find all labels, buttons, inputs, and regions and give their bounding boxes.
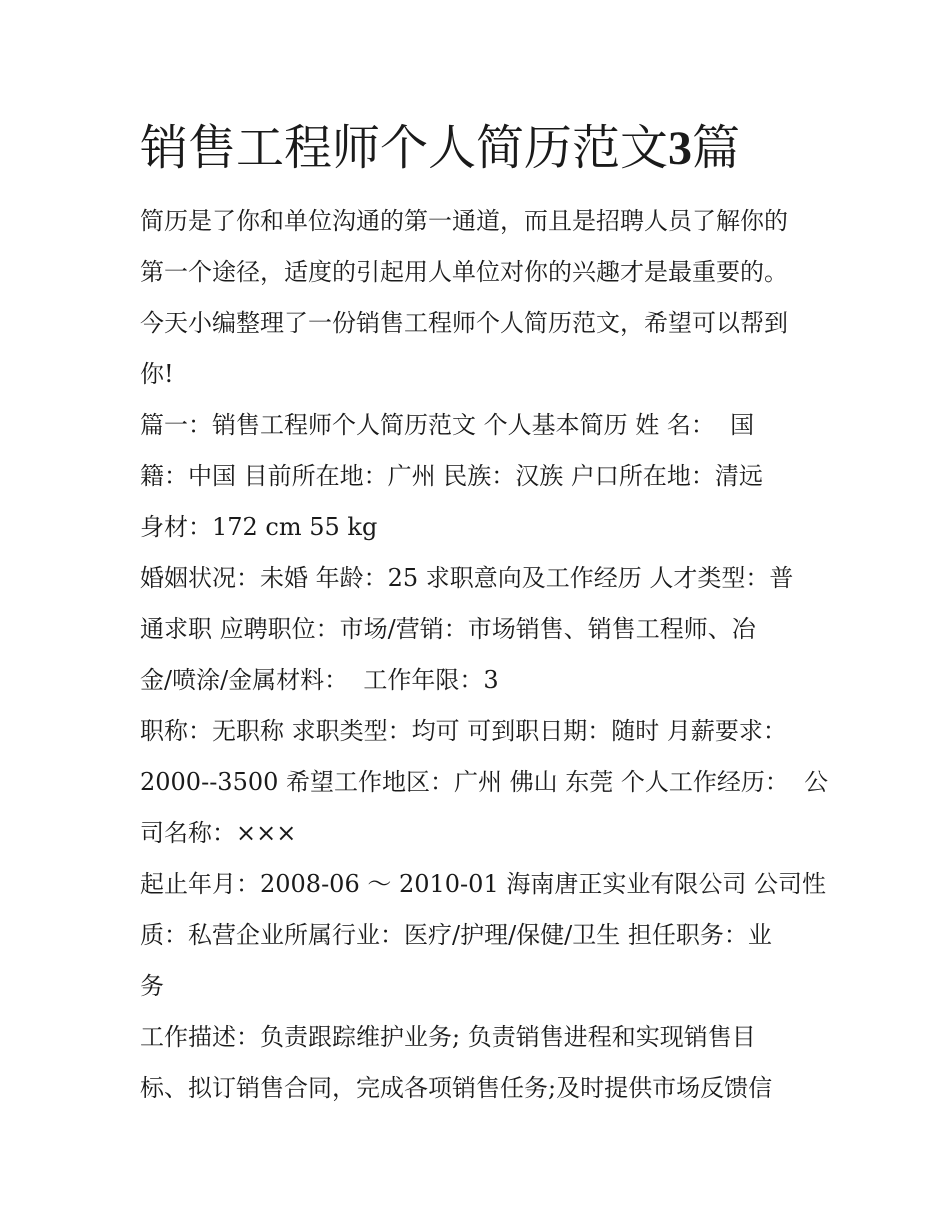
body-line: 金/喷涂/金属材料： 工作年限：3 (140, 666, 499, 694)
body-line: 务 (140, 972, 164, 1000)
document-body (140, 196, 829, 1114)
body-line: 职称：无职称 求职类型：均可 可到职日期：随时 月薪要求： (140, 717, 787, 745)
body-line: 工作描述：负责跟踪维护业务; 负责销售进程和实现销售目 (140, 1023, 756, 1051)
document-title (140, 112, 740, 185)
body-line: 标、拟订销售合同，完成各项销售任务;及时提供市场反馈信 (140, 1074, 773, 1102)
body-line: 司名称：××× (140, 819, 297, 847)
body-line: 篇一：销售工程师个人简历范文 个人基本简历 姓 名： 国 (140, 411, 755, 439)
body-line: 今天小编整理了一份销售工程师个人简历范文，希望可以帮到 (140, 309, 788, 337)
title-text: 销售工程师个人简历范文 (140, 120, 669, 176)
body-line: 2000--3500 希望工作地区：广州 佛山 东莞 个人工作经历： 公 (140, 768, 829, 796)
title-number: 3 (668, 122, 693, 175)
body-line: 简历是了你和单位沟通的第一通道，而且是招聘人员了解你的 (140, 207, 788, 235)
body-line: 婚姻状况：未婚 年龄：25 求职意向及工作经历 人才类型：普 (140, 564, 794, 592)
body-line: 籍：中国 目前所在地：广州 民族：汉族 户口所在地：清远 (140, 462, 763, 490)
body-line: 第一个途径，适度的引起用人单位对你的兴趣才是最重要的。 (140, 258, 788, 286)
body-line: 身材：172 cm 55 kg (140, 513, 378, 541)
title-suffix: 篇 (692, 120, 741, 176)
body-line: 质：私营企业所属行业：医疗/护理/保健/卫生 担任职务：业 (140, 921, 772, 949)
body-line: 通求职 应聘职位：市场/营销：市场销售、销售工程师、冶 (140, 615, 756, 643)
body-line: 你! (140, 360, 174, 388)
body-line: 起止年月：2008-06 ～ 2010-01 海南唐正实业有限公司 公司性 (140, 870, 826, 898)
